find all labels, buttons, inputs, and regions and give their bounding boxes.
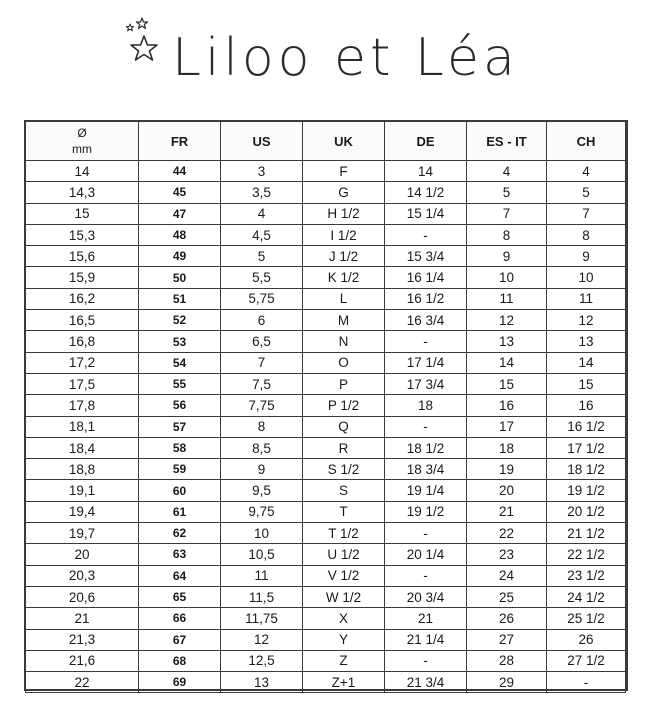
cell-es-it: 10: [467, 267, 547, 288]
cell-es-it: 7: [467, 203, 547, 224]
cell-uk: S 1/2: [303, 459, 385, 480]
cell-uk: R: [303, 437, 385, 458]
brand-logo: [120, 14, 519, 110]
cell-ch: -: [547, 672, 626, 693]
cell-fr: 56: [139, 395, 221, 416]
cell-us: 6: [221, 310, 303, 331]
cell-es-it: 18: [467, 437, 547, 458]
cell-fr: 65: [139, 586, 221, 607]
cell-us: 9: [221, 459, 303, 480]
cell-us: 8: [221, 416, 303, 437]
table-row: [26, 310, 626, 331]
cell-fr: 61: [139, 501, 221, 522]
table-row: [26, 182, 626, 203]
table-body: [26, 161, 626, 693]
cell-us: 11: [221, 565, 303, 586]
cell-fr: 67: [139, 629, 221, 650]
cell-ch: 17 1/2: [547, 437, 626, 458]
table-row: [26, 161, 626, 182]
cell-diameter-mm: 18,8: [26, 459, 139, 480]
cell-ch: 4: [547, 161, 626, 182]
table-row: [26, 267, 626, 288]
cell-diameter-mm: 17,2: [26, 352, 139, 373]
table-row: [26, 203, 626, 224]
cell-ch: 22 1/2: [547, 544, 626, 565]
cell-fr: 50: [139, 267, 221, 288]
cell-us: 7,75: [221, 395, 303, 416]
cell-uk: K 1/2: [303, 267, 385, 288]
cell-us: 11,5: [221, 586, 303, 607]
cell-ch: 18 1/2: [547, 459, 626, 480]
table-row: [26, 586, 626, 607]
table-row: [26, 373, 626, 394]
cell-diameter-mm: 21,6: [26, 650, 139, 671]
cell-diameter-mm: 18,1: [26, 416, 139, 437]
table-row: [26, 246, 626, 267]
cell-es-it: 21: [467, 501, 547, 522]
cell-us: 5: [221, 246, 303, 267]
cell-diameter-mm: 20,3: [26, 565, 139, 586]
cell-fr: 54: [139, 352, 221, 373]
cell-de: 14 1/2: [385, 182, 467, 203]
cell-es-it: 25: [467, 586, 547, 607]
cell-ch: 10: [547, 267, 626, 288]
cell-fr: 51: [139, 288, 221, 309]
cell-es-it: 8: [467, 224, 547, 245]
cell-de: 18 3/4: [385, 459, 467, 480]
table-row: [26, 608, 626, 629]
cell-uk: H 1/2: [303, 203, 385, 224]
cell-uk: X: [303, 608, 385, 629]
cell-es-it: 19: [467, 459, 547, 480]
cell-es-it: 26: [467, 608, 547, 629]
cell-us: 13: [221, 672, 303, 693]
cell-de: -: [385, 565, 467, 586]
cell-diameter-mm: 21: [26, 608, 139, 629]
cell-de: 21 3/4: [385, 672, 467, 693]
cell-uk: L: [303, 288, 385, 309]
cell-diameter-mm: 14: [26, 161, 139, 182]
cell-uk: T: [303, 501, 385, 522]
table-row: [26, 459, 626, 480]
ring-size-table: [25, 121, 626, 693]
cell-es-it: 12: [467, 310, 547, 331]
cell-es-it: 5: [467, 182, 547, 203]
table-row: [26, 288, 626, 309]
cell-us: 4: [221, 203, 303, 224]
cell-de: 19 1/4: [385, 480, 467, 501]
cell-ch: 5: [547, 182, 626, 203]
cell-ch: 21 1/2: [547, 523, 626, 544]
cell-us: 3: [221, 161, 303, 182]
cell-diameter-mm: 19,1: [26, 480, 139, 501]
cell-fr: 59: [139, 459, 221, 480]
cell-es-it: 17: [467, 416, 547, 437]
cell-fr: 63: [139, 544, 221, 565]
cell-diameter-mm: 16,5: [26, 310, 139, 331]
cell-diameter-mm: 20,6: [26, 586, 139, 607]
cell-ch: 19 1/2: [547, 480, 626, 501]
table-row: [26, 629, 626, 650]
cell-fr: 69: [139, 672, 221, 693]
cell-diameter-mm: 18,4: [26, 437, 139, 458]
cell-uk: T 1/2: [303, 523, 385, 544]
cell-fr: 52: [139, 310, 221, 331]
table-row: [26, 501, 626, 522]
cell-fr: 60: [139, 480, 221, 501]
cell-es-it: 9: [467, 246, 547, 267]
table-row: [26, 565, 626, 586]
cell-fr: 44: [139, 161, 221, 182]
cell-uk: S: [303, 480, 385, 501]
cell-diameter-mm: 15: [26, 203, 139, 224]
cell-de: -: [385, 523, 467, 544]
cell-diameter-mm: 19,7: [26, 523, 139, 544]
diameter-unit: mm: [72, 142, 92, 156]
cell-us: 11,75: [221, 608, 303, 629]
cell-uk: Q: [303, 416, 385, 437]
cell-fr: 64: [139, 565, 221, 586]
cell-ch: 8: [547, 224, 626, 245]
cell-ch: 14: [547, 352, 626, 373]
cell-ch: 9: [547, 246, 626, 267]
cell-diameter-mm: 21,3: [26, 629, 139, 650]
cell-fr: 68: [139, 650, 221, 671]
cell-de: 20 3/4: [385, 586, 467, 607]
header-row: [26, 122, 626, 161]
cell-ch: 16 1/2: [547, 416, 626, 437]
cell-diameter-mm: 22: [26, 672, 139, 693]
cell-us: 9,75: [221, 501, 303, 522]
cell-uk: I 1/2: [303, 224, 385, 245]
cell-diameter-mm: 15,9: [26, 267, 139, 288]
cell-fr: 62: [139, 523, 221, 544]
cell-es-it: 15: [467, 373, 547, 394]
header-us: US: [221, 122, 303, 161]
cell-de: 15 1/4: [385, 203, 467, 224]
cell-diameter-mm: 16,2: [26, 288, 139, 309]
cell-es-it: 27: [467, 629, 547, 650]
cell-de: 18 1/2: [385, 437, 467, 458]
cell-us: 10: [221, 523, 303, 544]
cell-de: 16 1/2: [385, 288, 467, 309]
cell-ch: 26: [547, 629, 626, 650]
table-header: [26, 122, 626, 161]
table-row: [26, 395, 626, 416]
cell-us: 10,5: [221, 544, 303, 565]
cell-ch: 24 1/2: [547, 586, 626, 607]
cell-ch: 7: [547, 203, 626, 224]
table-row: [26, 672, 626, 693]
cell-es-it: 28: [467, 650, 547, 671]
cell-us: 4,5: [221, 224, 303, 245]
cell-es-it: 4: [467, 161, 547, 182]
table-row: [26, 437, 626, 458]
cell-de: 17 1/4: [385, 352, 467, 373]
cell-uk: P 1/2: [303, 395, 385, 416]
cell-de: 16 3/4: [385, 310, 467, 331]
cell-de: 19 1/2: [385, 501, 467, 522]
cell-fr: 48: [139, 224, 221, 245]
cell-ch: 20 1/2: [547, 501, 626, 522]
cell-fr: 58: [139, 437, 221, 458]
cell-de: 18: [385, 395, 467, 416]
stars-icon: [120, 14, 168, 70]
cell-fr: 57: [139, 416, 221, 437]
diameter-symbol: Ø: [77, 126, 87, 140]
cell-es-it: 11: [467, 288, 547, 309]
cell-es-it: 16: [467, 395, 547, 416]
table-row: [26, 480, 626, 501]
table-row: [26, 523, 626, 544]
cell-ch: 16: [547, 395, 626, 416]
cell-us: 8,5: [221, 437, 303, 458]
cell-diameter-mm: 20: [26, 544, 139, 565]
cell-uk: M: [303, 310, 385, 331]
cell-uk: Z+1: [303, 672, 385, 693]
header-ch: CH: [547, 122, 626, 161]
cell-uk: Y: [303, 629, 385, 650]
cell-uk: O: [303, 352, 385, 373]
cell-de: -: [385, 416, 467, 437]
table-row: [26, 544, 626, 565]
cell-ch: 15: [547, 373, 626, 394]
cell-de: 20 1/4: [385, 544, 467, 565]
cell-ch: 23 1/2: [547, 565, 626, 586]
cell-fr: 49: [139, 246, 221, 267]
cell-de: 16 1/4: [385, 267, 467, 288]
table-row: [26, 331, 626, 352]
cell-es-it: 22: [467, 523, 547, 544]
cell-uk: P: [303, 373, 385, 394]
cell-us: 5,5: [221, 267, 303, 288]
cell-de: -: [385, 224, 467, 245]
cell-de: 21 1/4: [385, 629, 467, 650]
cell-uk: U 1/2: [303, 544, 385, 565]
cell-us: 7: [221, 352, 303, 373]
cell-us: 3,5: [221, 182, 303, 203]
cell-ch: 11: [547, 288, 626, 309]
cell-uk: F: [303, 161, 385, 182]
header-es-it: ES - IT: [467, 122, 547, 161]
cell-es-it: 23: [467, 544, 547, 565]
cell-diameter-mm: 16,8: [26, 331, 139, 352]
table-row: [26, 416, 626, 437]
header-diameter: [26, 122, 139, 161]
cell-us: 9,5: [221, 480, 303, 501]
cell-de: 15 3/4: [385, 246, 467, 267]
cell-de: -: [385, 331, 467, 352]
header-fr: FR: [139, 122, 221, 161]
cell-ch: 13: [547, 331, 626, 352]
cell-diameter-mm: 15,3: [26, 224, 139, 245]
cell-de: 17 3/4: [385, 373, 467, 394]
header-de: DE: [385, 122, 467, 161]
cell-fr: 55: [139, 373, 221, 394]
cell-uk: W 1/2: [303, 586, 385, 607]
cell-ch: 27 1/2: [547, 650, 626, 671]
cell-us: 12: [221, 629, 303, 650]
cell-diameter-mm: 19,4: [26, 501, 139, 522]
cell-diameter-mm: 15,6: [26, 246, 139, 267]
cell-us: 6,5: [221, 331, 303, 352]
cell-fr: 66: [139, 608, 221, 629]
cell-fr: 53: [139, 331, 221, 352]
cell-ch: 25 1/2: [547, 608, 626, 629]
cell-de: 21: [385, 608, 467, 629]
cell-uk: N: [303, 331, 385, 352]
cell-diameter-mm: 17,8: [26, 395, 139, 416]
brand-name: Liloo et Léa: [172, 28, 519, 88]
table-row: [26, 650, 626, 671]
cell-de: 14: [385, 161, 467, 182]
cell-us: 12,5: [221, 650, 303, 671]
cell-uk: V 1/2: [303, 565, 385, 586]
cell-us: 7,5: [221, 373, 303, 394]
cell-uk: J 1/2: [303, 246, 385, 267]
cell-es-it: 20: [467, 480, 547, 501]
cell-es-it: 24: [467, 565, 547, 586]
cell-fr: 45: [139, 182, 221, 203]
cell-fr: 47: [139, 203, 221, 224]
cell-us: 5,75: [221, 288, 303, 309]
cell-uk: G: [303, 182, 385, 203]
table-row: [26, 224, 626, 245]
cell-ch: 12: [547, 310, 626, 331]
cell-diameter-mm: 17,5: [26, 373, 139, 394]
cell-es-it: 13: [467, 331, 547, 352]
table-row: [26, 352, 626, 373]
cell-de: -: [385, 650, 467, 671]
cell-diameter-mm: 14,3: [26, 182, 139, 203]
cell-es-it: 29: [467, 672, 547, 693]
cell-uk: Z: [303, 650, 385, 671]
cell-es-it: 14: [467, 352, 547, 373]
header-uk: UK: [303, 122, 385, 161]
